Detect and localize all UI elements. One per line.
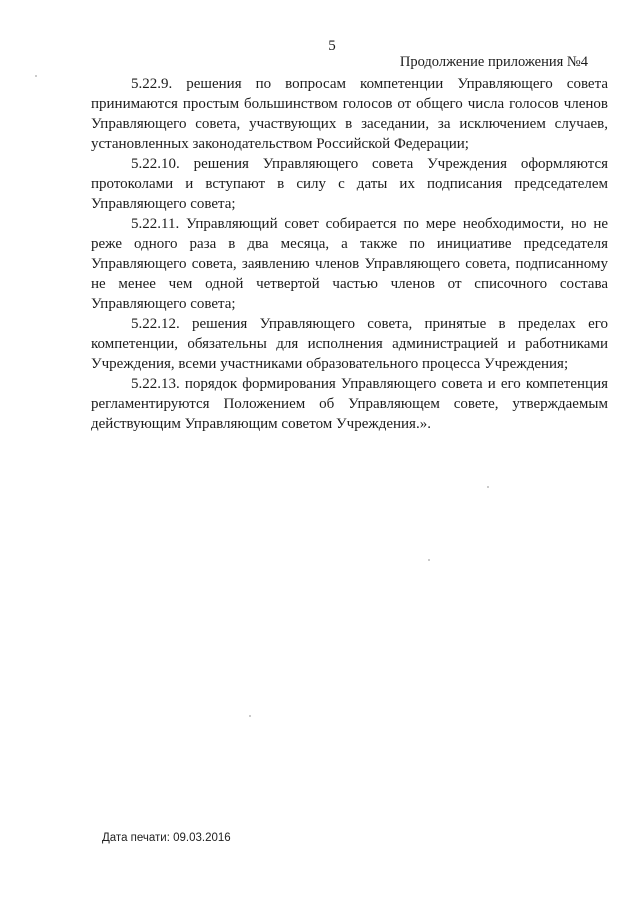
- scan-speck: [487, 486, 489, 488]
- scan-speck: [35, 75, 37, 77]
- scan-speck: [428, 559, 430, 561]
- paragraph-5-22-13: 5.22.13. порядок формирования Управляющего совета и его компетенция регламентируются Положением об Управляющем совете, утверждаемым действующим Управляющим советом Учреждения.».: [91, 376, 608, 432]
- paragraph-5-22-9: 5.22.9. решения по вопросам компетенции Управляющего совета принимаются простым большинством голосов от общего числа голосов членов Управляющего совета, участвующих в заседании, за исключением случаев, установленных законодательством Российской Федерации;: [91, 76, 608, 152]
- paragraph-5-22-10: 5.22.10. решения Управляющего совета Учреждения оформляются протоколами и вступают в силу с даты их подписания председателем Управляющего совета;: [91, 156, 608, 212]
- paragraph-5-22-11: 5.22.11. Управляющий совет собирается по мере необходимости, но не реже одного раза в два месяца, а также по инициативе председателя Управляющего совета, заявлению членов Управляющего совета, подписанному не менее чем одной четвертой частью членов от списочного состава Управляющего совета;: [91, 216, 608, 312]
- paragraph-5-22-12: 5.22.12. решения Управляющего совета, принятые в пределах его компетенции, обязательны для исполнения администрацией и работниками Учреждения, всеми участниками образовательного процесса Учреждения;: [91, 316, 608, 372]
- scan-speck: [249, 715, 251, 717]
- document-body: [91, 74, 608, 434]
- print-date-footer: Дата печати: 09.03.2016: [102, 832, 231, 844]
- page-number: 5: [328, 38, 336, 54]
- appendix-continuation-note: Продолжение приложения №4: [399, 54, 588, 70]
